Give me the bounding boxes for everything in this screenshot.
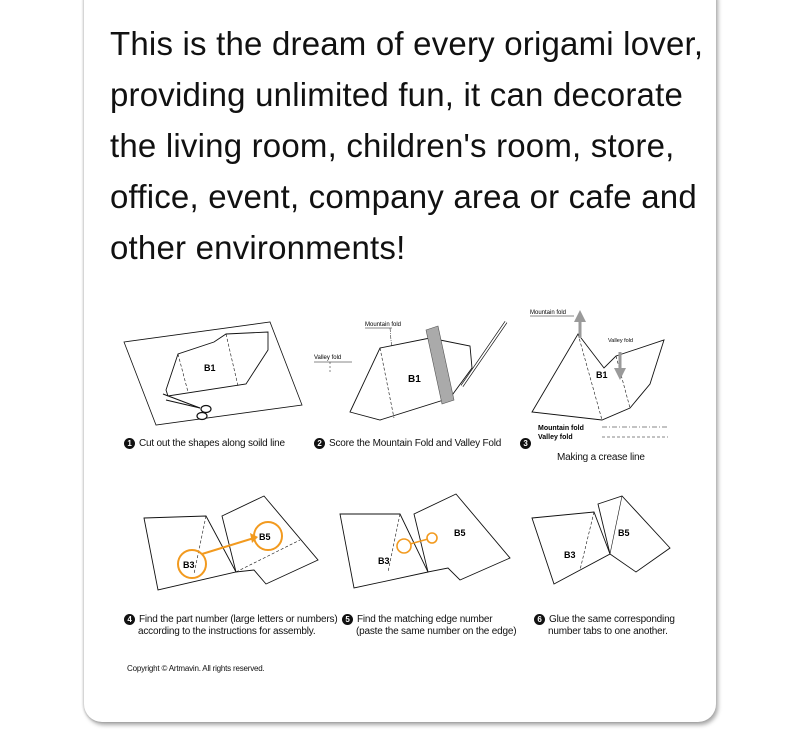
intro-line: office, event, company area or cafe and <box>110 178 697 215</box>
up-arrow-icon <box>574 310 586 338</box>
intro-line: This is the dream of every origami lover, <box>110 25 704 62</box>
step-3-illustration <box>522 304 682 444</box>
intro-line: the living room, children's room, store, <box>110 127 675 164</box>
part-label-b1: B1 <box>408 374 421 385</box>
step-2-illustration <box>312 316 522 428</box>
step-number: 3 <box>520 438 531 449</box>
part-label-b3: B3 <box>183 560 195 570</box>
legend-mountain-label: Mountain fold <box>538 425 584 432</box>
step-3-subcaption: Making a crease line <box>557 452 645 463</box>
step-number: 6 <box>534 614 545 625</box>
mountain-fold-label: Mountain fold <box>365 322 402 328</box>
scissors-icon <box>163 394 211 420</box>
step-4-illustration <box>140 488 340 598</box>
valley-fold-label: Valley fold <box>608 338 633 344</box>
step-4-caption: 4 Find the part number (large letters or numbers) according to the instructions for assembly. <box>124 614 337 638</box>
part-label-b3: B3 <box>564 550 576 560</box>
step-6-caption: 6 Glue the same corresponding number tabs to one another. <box>534 614 675 638</box>
part-label-b3: B3 <box>378 556 390 566</box>
part-label-b5: B5 <box>618 528 630 538</box>
part-label-b5: B5 <box>259 532 271 542</box>
step-number: 5 <box>342 614 353 625</box>
intro-text <box>110 18 710 273</box>
step-number: 2 <box>314 438 325 449</box>
valley-fold-label: Valley fold <box>314 355 342 361</box>
part-label-b5: B5 <box>454 528 466 538</box>
step-number: 4 <box>124 614 135 625</box>
step-number: 1 <box>124 438 135 449</box>
step-5-illustration <box>336 488 520 598</box>
step-5-caption: 5 Find the matching edge number (paste the same number on the edge) <box>342 614 516 638</box>
intro-line: other environments! <box>110 229 406 266</box>
intro-line: providing unlimited fun, it can decorate <box>110 76 683 113</box>
step-2-caption: 2 Score the Mountain Fold and Valley Fold <box>314 438 501 450</box>
part-label-b1: B1 <box>596 370 608 380</box>
step-6-illustration <box>528 492 688 592</box>
step-1-caption: 1 Cut out the shapes along soild line <box>124 438 285 450</box>
mountain-fold-label: Mountain fold <box>530 310 567 316</box>
step-1-illustration <box>118 312 318 437</box>
legend-valley-label: Valley fold <box>538 434 573 441</box>
step-3-caption <box>520 438 535 450</box>
part-label-b1: B1 <box>204 363 216 373</box>
copyright-text: Copyright © Artmavin. All rights reserved. <box>127 664 265 673</box>
